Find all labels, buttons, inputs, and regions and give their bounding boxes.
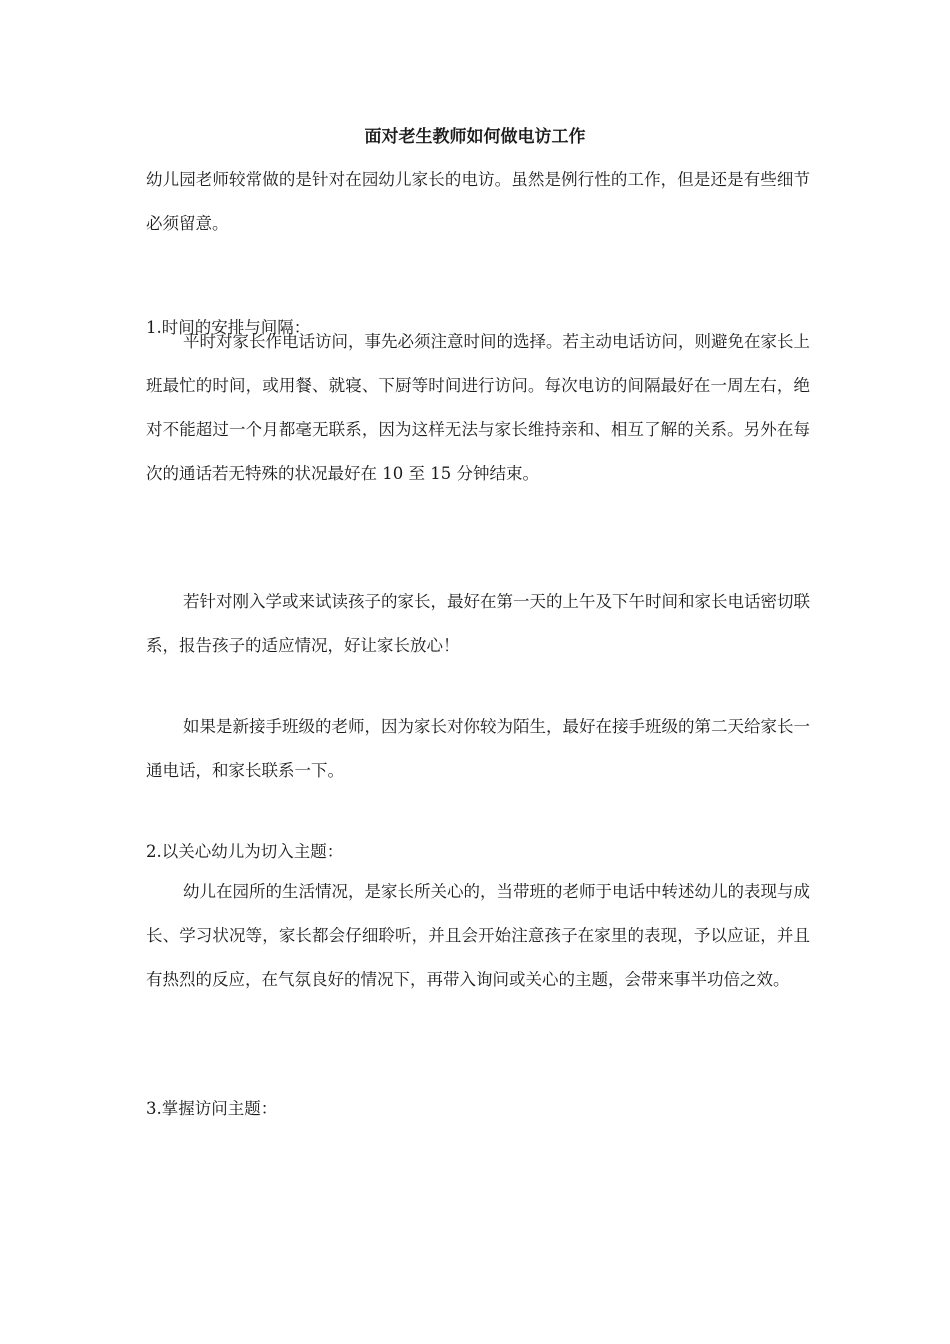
section-3-heading: 3.掌握访问主题： <box>146 1099 278 1118</box>
section-1-paragraph-1: 平时对家长作电话访问，事先必须注意时间的选择。若主动电话访问，则避免在家长上班最忙的时间，或用餐、就寝、下厨等时间进行访问。每次电访的间隔最好在一周左右，绝对不能超过一个月都毫无联系，因为这样无法与家长维持亲和、相互了解的关系。另外在每次的通话若无特殊的状况最好在 10 至 15 分钟结束。 <box>146 332 810 483</box>
document-title: 面对老生教师如何做电访工作 <box>364 127 586 147</box>
section-1-paragraph-2: 若针对刚入学或来试读孩子的家长，最好在第一天的上午及下午时间和家长电话密切联系，报告孩子的适应情况，好让家长放心！ <box>146 592 810 655</box>
section-2-paragraph-1: 幼儿在园所的生活情况，是家长所关心的，当带班的老师于电话中转述幼儿的表现与成长、学习状况等，家长都会仔细聆听，并且会开始注意孩子在家里的表现，予以应证，并且有热烈的反应，在气氛良好的情况下，再带入询问或关心的主题，会带来事半功倍之效。 <box>146 882 810 989</box>
section-1-heading: 1.时间的安排与间隔： <box>146 318 311 337</box>
section-2-heading: 2.以关心幼儿为切入主题： <box>146 842 344 861</box>
intro-paragraph: 幼儿园老师较常做的是针对在园幼儿家长的电访。虽然是例行性的工作，但是还是有些细节必须留意。 <box>146 170 810 233</box>
section-1-paragraph-3: 如果是新接手班级的老师，因为家长对你较为陌生，最好在接手班级的第二天给家长一通电话，和家长联系一下。 <box>146 717 810 780</box>
